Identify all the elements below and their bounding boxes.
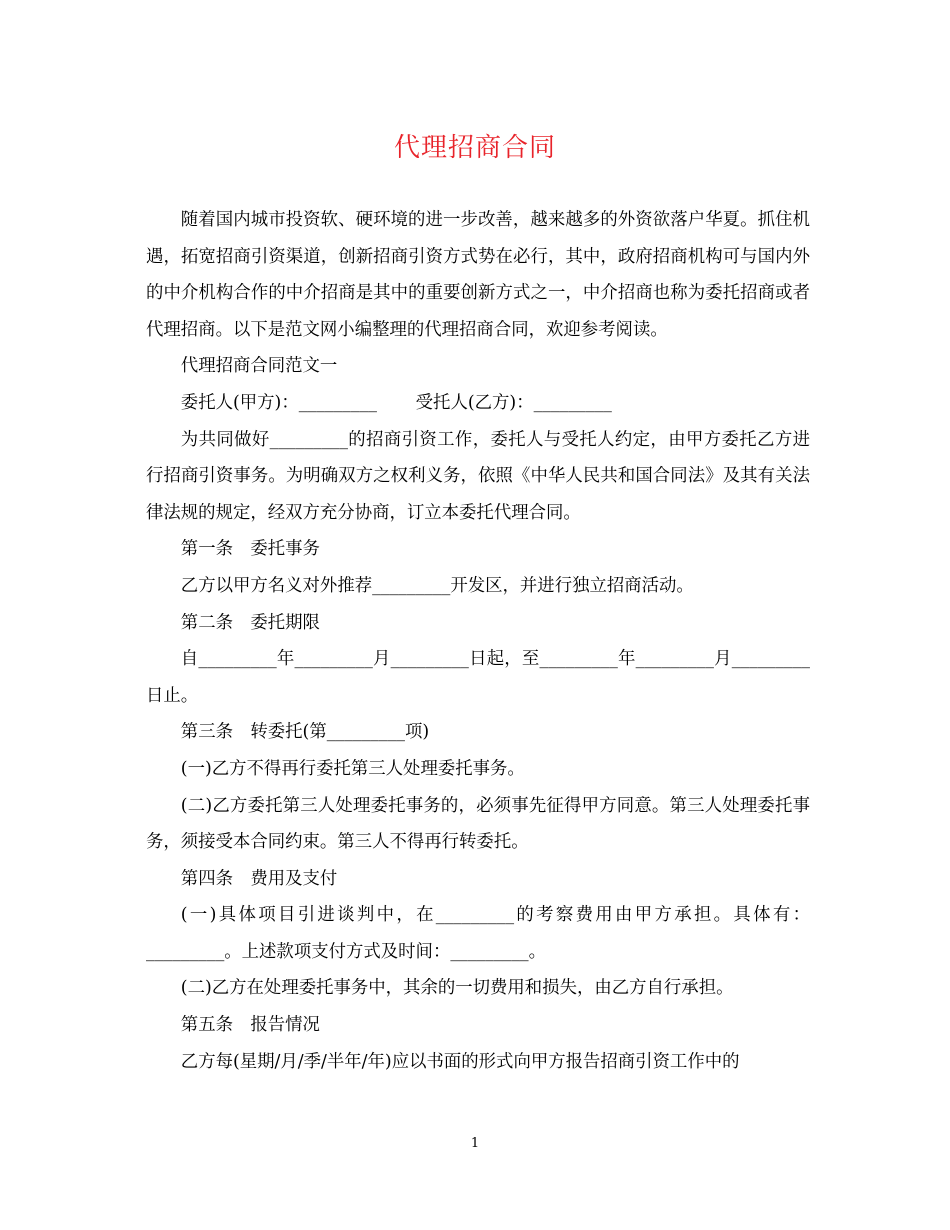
paragraph-intro: 随着国内城市投资软、硬环境的进一步改善，越来越多的外资欲落户华夏。抓住机遇，拓宽招商引资渠道，创新招商引资方式势在必行，其中，政府招商机构可与国内外的中介机构合作的中介招商是其中的重要创新方式之一，中介招商也称为委托招商或者代理招商。以下是范文网小编整理的代理招商合同，欢迎参考阅读。 (146, 210, 810, 340)
paragraph-article-5: 乙方每(星期/月/季/半年/年)应以书面的形式向甲方报告招商引资工作中的 (180, 1051, 740, 1072)
document-body (146, 202, 810, 1080)
article-heading-3: 第三条 转委托(第_________项) (180, 722, 430, 743)
paragraph-parties: 委托人(甲方)：_________ 受托人(乙方)：_________ (180, 392, 612, 413)
article-heading-2: 第二条 委托期限 (180, 612, 320, 633)
document-title: 代理招商合同 (393, 133, 556, 163)
article-heading-5: 第五条 报告情况 (180, 1015, 320, 1036)
article-heading-1: 第一条 委托事务 (180, 539, 320, 560)
page-number: 1 (470, 1136, 480, 1151)
paragraph-article-4-item-1: (一)具体项目引进谈判中，在_________的考察费用由甲方承担。具体有：_________。上述款项支付方式及时间：_________。 (146, 905, 810, 962)
paragraph-article-3-item-2: (二)乙方委托第三人处理委托事务的，必须事先征得甲方同意。第三人处理委托事务，须接受本合同约束。第三人不得再行转委托。 (146, 795, 810, 853)
article-heading-4: 第四条 费用及支付 (180, 868, 338, 889)
paragraph-article-2: 自_________年_________月_________日起，至_________年_________月_________日止。 (146, 649, 810, 706)
paragraph-preamble: 为共同做好_________的招商引资工作，委托人与受托人约定，由甲方委托乙方进行招商引资事务。为明确双方之权利义务，依照《中华人民共和国合同法》及其有关法律法规的规定，经双方充分协商，订立本委托代理合同。 (146, 429, 810, 523)
paragraph-article-1: 乙方以甲方名义对外推荐_________开发区，并进行独立招商活动。 (180, 575, 694, 596)
paragraph-article-4-item-2: (二)乙方在处理委托事务中，其余的一切费用和损失，由乙方自行承担。 (180, 978, 734, 999)
paragraph-sample-heading: 代理招商合同范文一 (180, 356, 338, 377)
paragraph-article-3-item-1: (一)乙方不得再行委托第三人处理委托事务。 (180, 758, 525, 779)
